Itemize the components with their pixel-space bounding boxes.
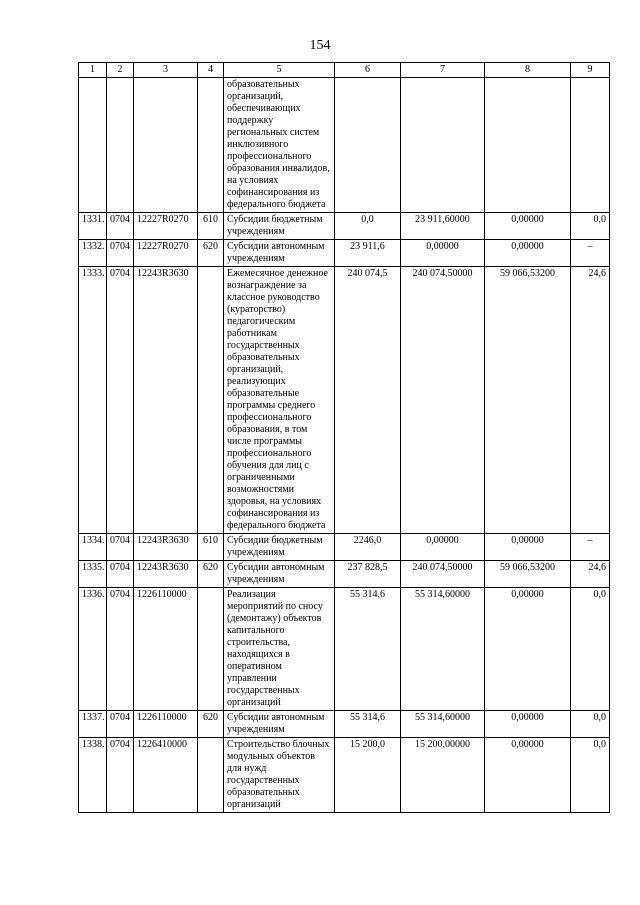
row-number: 1337. <box>79 711 107 738</box>
item-name: Субсидии автономным учреждениям <box>224 240 335 267</box>
expense-type <box>198 738 224 813</box>
section-code: 0704 <box>107 738 134 813</box>
approved-value: 240 074,50000 <box>401 267 485 534</box>
table-row <box>79 711 610 738</box>
section-code: 0704 <box>107 240 134 267</box>
column-header: 1 <box>79 63 107 78</box>
executed-value: 0,00000 <box>485 738 571 813</box>
approved-value: 240 074,50000 <box>401 561 485 588</box>
item-name: образовательных организаций, обеспечивающих поддержку региональных систем инклюзивного профессионального образования инвалидов, на условиях софинансирования из федерального бюджета <box>224 78 335 213</box>
section-code <box>107 78 134 213</box>
column-header: 9 <box>571 63 610 78</box>
execution-percent: 0,0 <box>571 738 610 813</box>
section-code: 0704 <box>107 213 134 240</box>
execution-percent: 24,6 <box>571 561 610 588</box>
planned-value: 2246,0 <box>335 534 401 561</box>
planned-value: 15 200,0 <box>335 738 401 813</box>
expense-type <box>198 78 224 213</box>
execution-percent: – <box>571 534 610 561</box>
executed-value: 0,00000 <box>485 240 571 267</box>
item-name: Реализация мероприятий по сносу (демонтажу) объектов капитального строительства, находящихся в оперативном управлении государственных организаций <box>224 588 335 711</box>
approved-value: 55 314,60000 <box>401 588 485 711</box>
execution-percent: 0,0 <box>571 588 610 711</box>
planned-value <box>335 78 401 213</box>
executed-value: 59 066,53200 <box>485 267 571 534</box>
executed-value: 59 066,53200 <box>485 561 571 588</box>
expense-type: 620 <box>198 711 224 738</box>
target-code <box>134 78 198 213</box>
item-name: Субсидии автономным учреждениям <box>224 561 335 588</box>
execution-percent: 0,0 <box>571 711 610 738</box>
executed-value: 0,00000 <box>485 213 571 240</box>
target-code: 1226410000 <box>134 738 198 813</box>
table-row <box>79 267 610 534</box>
column-header: 7 <box>401 63 485 78</box>
approved-value: 0,00000 <box>401 534 485 561</box>
item-name: Строительство блочных модульных объектов для нужд государственных образовательных организаций <box>224 738 335 813</box>
planned-value: 237 828,5 <box>335 561 401 588</box>
column-header: 8 <box>485 63 571 78</box>
section-code: 0704 <box>107 267 134 534</box>
target-code: 1226110000 <box>134 588 198 711</box>
section-code: 0704 <box>107 711 134 738</box>
execution-percent: 24,6 <box>571 267 610 534</box>
table-row <box>79 534 610 561</box>
item-name: Субсидии автономным учреждениям <box>224 711 335 738</box>
budget-table <box>78 62 610 813</box>
table-row <box>79 561 610 588</box>
column-header: 2 <box>107 63 134 78</box>
expense-type <box>198 588 224 711</box>
planned-value: 240 074,5 <box>335 267 401 534</box>
row-number: 1331. <box>79 213 107 240</box>
approved-value: 0,00000 <box>401 240 485 267</box>
expense-type: 610 <box>198 213 224 240</box>
execution-percent <box>571 78 610 213</box>
table-row <box>79 78 610 213</box>
table-row <box>79 738 610 813</box>
section-code: 0704 <box>107 588 134 711</box>
item-name: Субсидии бюджетным учреждениям <box>224 213 335 240</box>
planned-value: 0,0 <box>335 213 401 240</box>
expense-type <box>198 267 224 534</box>
approved-value: 23 911,60000 <box>401 213 485 240</box>
planned-value: 55 314,6 <box>335 588 401 711</box>
table-row <box>79 213 610 240</box>
executed-value <box>485 78 571 213</box>
target-code: 12243R3630 <box>134 561 198 588</box>
table-row <box>79 588 610 711</box>
target-code: 12227R0270 <box>134 213 198 240</box>
item-name: Ежемесячное денежное вознаграждение за классное руководство (кураторство) педагогическим работникам государственных образовательных организаций, реализующих образовательные программы среднего профессионального образования, в том числе программы профессионального обучения для лиц с ограниченными возможностями здоровья, на условиях софинансирования из федерального бюджета <box>224 267 335 534</box>
table-body <box>79 78 610 813</box>
executed-value: 0,00000 <box>485 534 571 561</box>
item-name: Субсидии бюджетным учреждениям <box>224 534 335 561</box>
column-header: 3 <box>134 63 198 78</box>
execution-percent: – <box>571 240 610 267</box>
column-header: 6 <box>335 63 401 78</box>
table-header <box>79 63 610 78</box>
target-code: 1226110000 <box>134 711 198 738</box>
approved-value <box>401 78 485 213</box>
expense-type: 620 <box>198 561 224 588</box>
row-number: 1338. <box>79 738 107 813</box>
executed-value: 0,00000 <box>485 711 571 738</box>
row-number: 1333. <box>79 267 107 534</box>
target-code: 12243R3630 <box>134 267 198 534</box>
section-code: 0704 <box>107 534 134 561</box>
column-header: 5 <box>224 63 335 78</box>
planned-value: 55 314,6 <box>335 711 401 738</box>
row-number: 1332. <box>79 240 107 267</box>
column-header: 4 <box>198 63 224 78</box>
execution-percent: 0,0 <box>571 213 610 240</box>
approved-value: 55 314,60000 <box>401 711 485 738</box>
executed-value: 0,00000 <box>485 588 571 711</box>
expense-type: 610 <box>198 534 224 561</box>
row-number: 1334. <box>79 534 107 561</box>
table-row <box>79 240 610 267</box>
planned-value: 23 911,6 <box>335 240 401 267</box>
section-code: 0704 <box>107 561 134 588</box>
target-code: 12243R3630 <box>134 534 198 561</box>
expense-type: 620 <box>198 240 224 267</box>
header-row <box>79 63 610 78</box>
page-number: 154 <box>309 38 331 53</box>
target-code: 12227R0270 <box>134 240 198 267</box>
approved-value: 15 200,00000 <box>401 738 485 813</box>
row-number: 1336. <box>79 588 107 711</box>
row-number: 1335. <box>79 561 107 588</box>
row-number <box>79 78 107 213</box>
